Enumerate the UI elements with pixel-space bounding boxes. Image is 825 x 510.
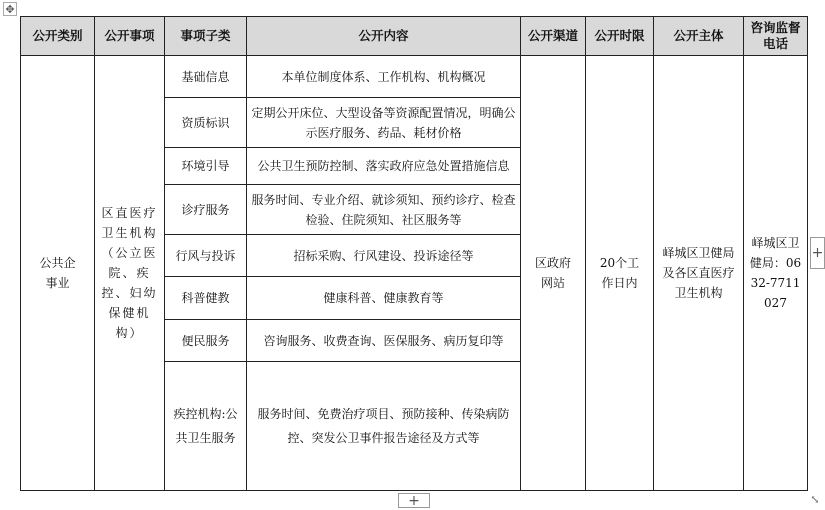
table-move-handle[interactable]: ✥ xyxy=(3,2,17,16)
category-cell: 公共企事业 xyxy=(21,56,95,491)
subcategory-cell: 科普健教 xyxy=(165,277,247,320)
header-subject: 公开主体 xyxy=(654,17,744,56)
disclosure-table xyxy=(20,16,808,491)
subcategory-cell: 环境引导 xyxy=(165,148,247,185)
content-cell: 服务时间、免费治疗项目、预防接种、传染病防控、突发公卫事件报告途径及方式等 xyxy=(247,362,521,491)
subcategory-cell: 基础信息 xyxy=(165,56,247,98)
content-cell: 服务时间、专业介绍、就诊须知、预约诊疗、检查检验、住院须知、社区服务等 xyxy=(247,185,521,235)
add-row-button[interactable]: + xyxy=(398,493,430,508)
channel-cell: 区政府网站 xyxy=(521,56,586,491)
content-cell: 公共卫生预防控制、落实政府应急处置措施信息 xyxy=(247,148,521,185)
subcategory-cell: 疾控机构:公共卫生服务 xyxy=(165,362,247,491)
add-column-button[interactable]: + xyxy=(810,237,825,269)
header-content: 公开内容 xyxy=(247,17,521,56)
header-row xyxy=(21,17,808,56)
header-time-limit: 公开时限 xyxy=(586,17,654,56)
table-resize-handle[interactable]: ⤡ xyxy=(810,493,820,506)
header-item: 公开事项 xyxy=(95,17,165,56)
subcategory-cell: 资质标识 xyxy=(165,98,247,148)
phone-cell: 峄城区卫健局：0632-7711027 xyxy=(744,56,808,491)
content-cell: 定期公开床位、大型设备等资源配置情况，明确公示医疗服务、药品、耗材价格 xyxy=(247,98,521,148)
time-limit-cell: 20个工作日内 xyxy=(586,56,654,491)
subcategory-cell: 行风与投诉 xyxy=(165,235,247,277)
content-cell: 咨询服务、收费查询、医保服务、病历复印等 xyxy=(247,320,521,362)
header-channel: 公开渠道 xyxy=(521,17,586,56)
header-subcategory: 事项子类 xyxy=(165,17,247,56)
content-cell: 健康科普、健康教育等 xyxy=(247,277,521,320)
header-category: 公开类别 xyxy=(21,17,95,56)
item-cell: 区直医疗卫生机构（公立医院、疾控、妇幼保健机构） xyxy=(95,56,165,491)
content-cell: 招标采购、行风建设、投诉途径等 xyxy=(247,235,521,277)
table-row xyxy=(21,56,808,98)
subject-cell: 峄城区卫健局及各区直医疗卫生机构 xyxy=(654,56,744,491)
header-phone: 咨询监督电话 xyxy=(744,17,808,56)
content-cell: 本单位制度体系、工作机构、机构概况 xyxy=(247,56,521,98)
subcategory-cell: 诊疗服务 xyxy=(165,185,247,235)
subcategory-cell: 便民服务 xyxy=(165,320,247,362)
